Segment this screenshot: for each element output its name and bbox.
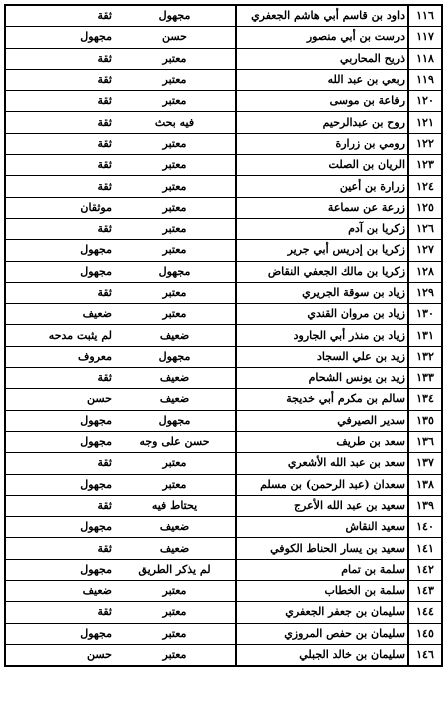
status-second: ثقة (5, 453, 114, 474)
row-number: ١٣٨ (408, 474, 442, 495)
row-number: ١٤٥ (408, 623, 442, 644)
narrator-name: سليمان بن جعفر الجعفري (236, 602, 408, 623)
row-number: ١٤١ (408, 538, 442, 559)
status-second: مجهول (5, 559, 114, 580)
narrator-name: سلمة بن تمام (236, 559, 408, 580)
narrator-name: داود بن قاسم أبي هاشم الجعفري (236, 5, 408, 27)
narrator-name: زكريا بن آدم (236, 218, 408, 239)
status-first: معتبر (114, 581, 236, 602)
status-first: معتبر (114, 623, 236, 644)
status-first: مجهول (114, 5, 236, 27)
table-row (5, 623, 442, 644)
table-row (5, 389, 442, 410)
status-second: ثقة (5, 218, 114, 239)
table-row (5, 176, 442, 197)
status-first: معتبر (114, 474, 236, 495)
narrators-table (4, 4, 443, 667)
row-number: ١١٩ (408, 69, 442, 90)
row-number: ١٤٠ (408, 517, 442, 538)
table-row (5, 431, 442, 452)
status-second: ثقة (5, 133, 114, 154)
narrator-name: الريان بن الصلت (236, 155, 408, 176)
narrator-name: سعيد النقاش (236, 517, 408, 538)
row-number: ١٢٠ (408, 91, 442, 112)
row-number: ١٣٧ (408, 453, 442, 474)
table-row (5, 410, 442, 431)
row-number: ١٢٢ (408, 133, 442, 154)
status-second: مجهول (5, 517, 114, 538)
narrator-name: ربعي بن عبد الله (236, 69, 408, 90)
table-row (5, 304, 442, 325)
narrator-name: زيد بن علي السجاد (236, 346, 408, 367)
status-first: فيه بحث (114, 112, 236, 133)
table-row (5, 474, 442, 495)
status-second: ثقة (5, 538, 114, 559)
row-number: ١٣٩ (408, 495, 442, 516)
status-first: ضعيف (114, 517, 236, 538)
status-second: ثقة (5, 176, 114, 197)
status-second: ثقة (5, 5, 114, 27)
status-first: معتبر (114, 176, 236, 197)
table-row (5, 538, 442, 559)
row-number: ١٢١ (408, 112, 442, 133)
row-number: ١١٨ (408, 48, 442, 69)
narrator-name: زكريا بن إدريس أبي جرير (236, 240, 408, 261)
table-row (5, 282, 442, 303)
status-first: ضعيف (114, 368, 236, 389)
document-page (4, 4, 443, 667)
status-second: مجهول (5, 474, 114, 495)
status-first: معتبر (162, 648, 187, 662)
status-second: ثقة (5, 495, 114, 516)
row-number: ١٣٣ (408, 368, 442, 389)
row-number: ١٤٤ (408, 602, 442, 623)
status-first: معتبر (114, 240, 236, 261)
narrator-name: زياد بن سوقة الجريري (236, 282, 408, 303)
row-number: ١٤٦ (408, 644, 442, 666)
status-first: مجهول (114, 346, 236, 367)
row-number: ١٣٦ (408, 431, 442, 452)
row-number: ١١٧ (408, 27, 442, 48)
table-row (5, 581, 442, 602)
narrator-name: زرعة عن سماعة (236, 197, 408, 218)
table-row (5, 644, 442, 666)
narrator-name: سعدان (عبد الرحمن) بن مسلم (236, 474, 408, 495)
table-body (5, 5, 442, 666)
status-second: مجهول (5, 240, 114, 261)
row-number: ١٣٤ (408, 389, 442, 410)
row-number: ١٢٦ (408, 218, 442, 239)
status-second: ثقة (5, 155, 114, 176)
status-first: معتبر (114, 197, 236, 218)
status-second: معروف (5, 346, 114, 367)
row-number: ١٤٣ (408, 581, 442, 602)
status-second: مجهول (5, 623, 114, 644)
row-number: ١٢٥ (408, 197, 442, 218)
row-number: ١٤٢ (408, 559, 442, 580)
status-first: معتبر (114, 69, 236, 90)
table-row (5, 495, 442, 516)
table-row (5, 602, 442, 623)
narrator-name: زرارة بن أعين (236, 176, 408, 197)
status-first: معتبر (114, 602, 236, 623)
table-row (5, 69, 442, 90)
table-row (5, 261, 442, 282)
narrator-name: زياد بن مروان القندي (236, 304, 408, 325)
table-row (5, 240, 442, 261)
status-second: حسن (87, 648, 112, 662)
narrator-name: سليمان بن خالد الجبلي (236, 644, 408, 666)
table-row (5, 368, 442, 389)
table-row (5, 133, 442, 154)
table-row (5, 197, 442, 218)
table-row (5, 5, 442, 27)
table-row (5, 346, 442, 367)
table-row (5, 453, 442, 474)
status-first: ضعيف (114, 325, 236, 346)
table-row (5, 48, 442, 69)
status-second: ثقة (5, 602, 114, 623)
status-first: معتبر (114, 282, 236, 303)
table-row (5, 91, 442, 112)
status-first: حسن (114, 27, 236, 48)
row-number: ١٢٨ (408, 261, 442, 282)
narrator-name: سالم بن مكرم أبي خديجة (236, 389, 408, 410)
table-row (5, 559, 442, 580)
table-row (5, 517, 442, 538)
status-second: ثقة (5, 48, 114, 69)
status-second: ثقة (5, 112, 114, 133)
status-second: مجهول (5, 431, 114, 452)
narrator-name: سعد بن عبد الله الأشعري (236, 453, 408, 474)
narrator-name: درست بن أبي منصور (236, 27, 408, 48)
status-second: ثقة (5, 282, 114, 303)
table-row (5, 325, 442, 346)
status-second: ثقة (5, 91, 114, 112)
row-number: ١٣٢ (408, 346, 442, 367)
status-first: مجهول (114, 410, 236, 431)
row-number: ١٣١ (408, 325, 442, 346)
status-first: معتبر (114, 155, 236, 176)
narrator-name: سعيد بن يسار الحناط الكوفي (236, 538, 408, 559)
narrator-name: زيد بن يونس الشحام (236, 368, 408, 389)
row-number: ١٣٥ (408, 410, 442, 431)
row-number: ١٢٣ (408, 155, 442, 176)
row-number: ١٣٠ (408, 304, 442, 325)
status-first: لم يذكر الطريق (114, 559, 236, 580)
status-first: حسن على وجه (114, 431, 236, 452)
narrator-name: سليمان بن حفص المروزي (236, 623, 408, 644)
row-number: ١١٦ (408, 5, 442, 27)
narrator-name: رفاعة بن موسى (236, 91, 408, 112)
narrator-name: سعد بن طريف (236, 431, 408, 452)
status-second: ضعيف (5, 304, 114, 325)
row-number: ١٢٩ (408, 282, 442, 303)
status-first: معتبر (114, 133, 236, 154)
row-number: ١٢٤ (408, 176, 442, 197)
narrator-name: سعيد بن عبد الله الأعرج (236, 495, 408, 516)
status-first: معتبر (114, 218, 236, 239)
status-second: مجهول (5, 27, 114, 48)
status-second: حسن (5, 389, 114, 410)
narrator-name: رومي بن زرارة (236, 133, 408, 154)
narrator-name: سدير الصيرفي (236, 410, 408, 431)
narrator-name: ذريح المحاربي (236, 48, 408, 69)
status-second: موثقان (5, 197, 114, 218)
status-second: ثقة (5, 69, 114, 90)
status-first: معتبر (114, 304, 236, 325)
status-second: لم يثبت مدحه (5, 325, 114, 346)
table-row (5, 27, 442, 48)
status-first: ضعيف (114, 538, 236, 559)
row-number: ١٢٧ (408, 240, 442, 261)
status-first: معتبر (114, 91, 236, 112)
narrator-name: زكريا بن مالك الجعفي النقاض (236, 261, 408, 282)
status-first: مجهول (114, 261, 236, 282)
status-first: ضعيف (114, 389, 236, 410)
status-second: مجهول (5, 410, 114, 431)
status-first: معتبر (114, 48, 236, 69)
status-second: ضعيف (5, 581, 114, 602)
table-row (5, 112, 442, 133)
status-second: ثقة (5, 368, 114, 389)
narrator-name: سلمة بن الخطاب (236, 581, 408, 602)
status-first: معتبر (114, 453, 236, 474)
table-row (5, 155, 442, 176)
status-second: مجهول (5, 261, 114, 282)
narrator-name: روح بن عبدالرحيم (236, 112, 408, 133)
narrator-name: زياد بن منذر أبي الجارود (236, 325, 408, 346)
table-row (5, 218, 442, 239)
status-first: يحتاط فيه (114, 495, 236, 516)
